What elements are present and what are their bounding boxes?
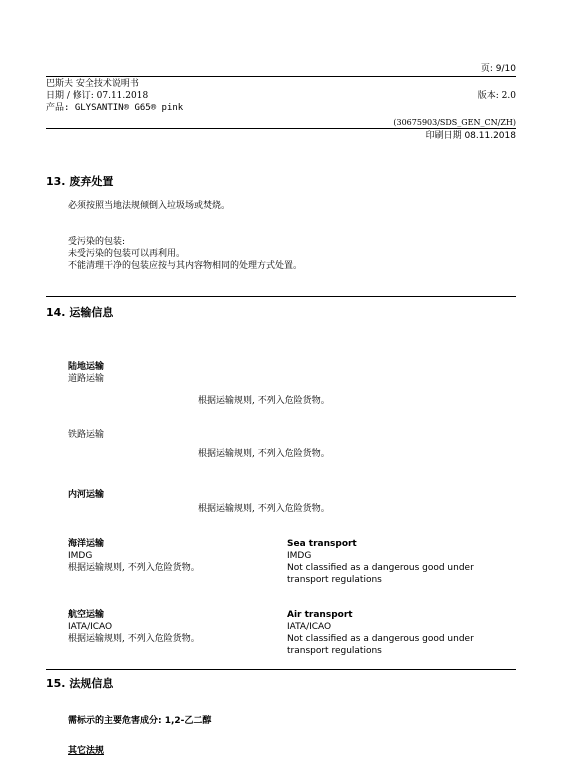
section-14-rule (46, 669, 516, 670)
other-regulations-heading: 其它法规 (68, 746, 105, 756)
sea-transport-text-en-2: transport regulations (287, 575, 382, 585)
rail-transport-text: 根据运输规则, 不列入危险货物。 (198, 449, 330, 459)
air-transport-text-en-2: transport regulations (287, 646, 382, 656)
header-rule-bottom (46, 128, 516, 129)
air-transport-text-en-1: Not classified as a dangerous good under (287, 634, 474, 644)
air-transport-code-en: IATA/ICAO (287, 622, 332, 632)
sea-transport-text-en-1: Not classified as a dangerous good under (287, 563, 474, 573)
hazard-components-text: 需标示的主要危害成分: 1,2-乙二醇 (68, 716, 212, 726)
section-15-title: 15. 法规信息 (46, 677, 114, 690)
packaging-text-1: 未受污染的包装可以再利用。 (68, 249, 186, 259)
section-13-disposal-text: 必须按照当地法规倾倒入垃圾场或焚烧。 (68, 201, 231, 211)
version: 版本: 2.0 (477, 91, 516, 101)
page-number: 页: 9/10 (480, 64, 516, 74)
sea-transport-text-cn: 根据运输规则, 不列入危险货物。 (68, 563, 200, 573)
section-13-title: 13. 废弃处置 (46, 175, 114, 188)
land-transport-heading: 陆地运输 (68, 362, 105, 372)
sea-transport-code-cn: IMDG (68, 551, 93, 561)
inland-waterway-heading: 内河运输 (68, 490, 105, 500)
rail-transport-label: 铁路运输 (68, 430, 105, 440)
section-14-title: 14. 运输信息 (46, 306, 114, 319)
sea-transport-heading-cn: 海洋运输 (68, 539, 105, 549)
document-code: (30675903/SDS_GEN_CN/ZH) (393, 118, 516, 127)
product-name: 产品: GLYSANTIN® G65® pink (46, 103, 184, 113)
air-transport-heading-cn: 航空运输 (68, 610, 105, 620)
company-title: 巴斯夫 安全技术说明书 (46, 79, 139, 89)
air-transport-text-cn: 根据运输规则, 不列入危险货物。 (68, 634, 200, 644)
air-transport-code-cn: IATA/ICAO (68, 622, 113, 632)
road-transport-label: 道路运输 (68, 374, 105, 384)
section-13-rule (46, 296, 516, 297)
header-rule-top (46, 76, 516, 77)
date-revision: 日期 / 修订: 07.11.2018 (46, 91, 149, 101)
sea-transport-heading-en: Sea transport (287, 539, 357, 549)
packaging-text-2: 不能清理干净的包装应按与其内容物相同的处理方式处置。 (68, 261, 303, 271)
print-date: 印刷日期 08.11.2018 (425, 131, 516, 141)
inland-waterway-text: 根据运输规则, 不列入危险货物。 (198, 504, 330, 514)
air-transport-heading-en: Air transport (287, 610, 353, 620)
road-transport-text: 根据运输规则, 不列入危险货物。 (198, 396, 330, 406)
sea-transport-code-en: IMDG (287, 551, 312, 561)
contaminated-packaging-heading: 受污染的包装: (68, 237, 126, 247)
